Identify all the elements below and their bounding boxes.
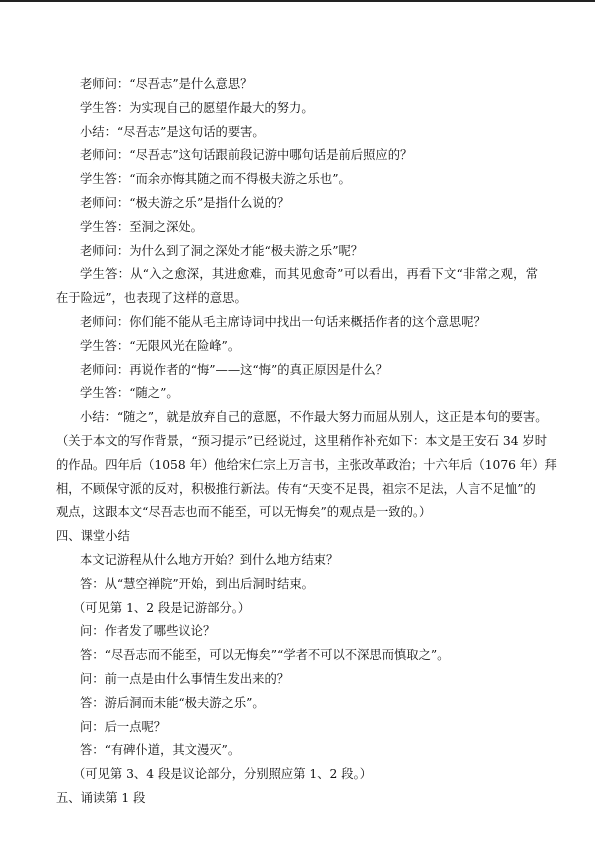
section-heading: 五、诵读第 1 段	[56, 790, 146, 805]
qa-line: 答：“有碑仆道，其文漫灭”。	[80, 743, 241, 758]
qa-line: 问：前一点是由什么事情生发出来的？	[80, 671, 290, 686]
qa-line: 本文记游程从什么地方开始？到什么地方结束？	[80, 552, 339, 567]
background-note-line: （关于本文的写作背景，“预习提示”已经说过，这里稍作补充如下：本文是王安石 34 岁时	[56, 433, 548, 448]
dialogue-line: 学生答：至洞之深处。	[80, 219, 203, 234]
dialogue-line: 老师问：为什么到了洞之深处才能“极夫游之乐”呢？	[80, 243, 364, 258]
qa-line: 答：从“慧空禅院”开始，到出后洞时结束。	[80, 576, 314, 591]
dialogue-line-continued: 在于险远”，也表现了这样的意思。	[56, 291, 247, 306]
qa-line: 问：后一点呢？	[80, 719, 167, 734]
summary-line: 小结：“随之”，就是放弃自己的意愿，不作最大努力而屈从别人，这正是本句的要害。	[80, 410, 548, 425]
note-line: （可见第 3、4 段是议论部分，分别照应第 1、2 段。）	[73, 767, 373, 782]
dialogue-line: 学生答：“随之”。	[80, 386, 179, 401]
dialogue-line: 学生答：“无限风光在险峰”。	[80, 338, 241, 353]
qa-line: 问：作者发了哪些议论？	[80, 624, 216, 639]
section-heading: 四、课堂小结	[56, 529, 130, 544]
dialogue-line: 老师问：你们能不能从毛主席诗词中找出一句话来概括作者的这个意思呢？	[80, 314, 486, 329]
note-line: （可见第 1、2 段是记游部分。）	[73, 600, 251, 615]
dialogue-line: 老师问：“尽吾志”这句话跟前段记游中哪句话是前后照应的？	[80, 148, 413, 163]
background-note-line: 的作品。四年后（1058 年）他给宋仁宗上万言书，主张改革政治；十六年后（1076 年）拜	[56, 457, 557, 472]
background-note-line: 观点，这跟本文“尽吾志也而不能至，可以无悔矣”的观点是一致的。）	[56, 505, 432, 520]
top-border-line	[0, 0, 595, 2]
dialogue-line: 学生答：“而余亦悔其随之而不得极夫游之乐也”。	[80, 172, 351, 187]
dialogue-line: 老师问：再说作者的“悔”——这“悔”的真正原因是什么？	[80, 362, 388, 377]
summary-line: 小结：“尽吾志”是这句话的要害。	[80, 124, 265, 139]
qa-line: 答：“尽吾志而不能至，可以无悔矣”“学者不可以不深思而慎取之”。	[80, 648, 450, 663]
background-note-line: 相，不顾保守派的反对，积极推行新法。传有“天变不足畏，祖宗不足法，人言不足恤”的	[56, 481, 536, 496]
dialogue-line: 老师问：“尽吾志”是什么意思？	[80, 77, 253, 91]
document-body	[56, 73, 557, 811]
dialogue-line: 学生答：为实现自己的愿望作最大的努力。	[80, 100, 314, 115]
dialogue-line: 老师问：“极夫游之乐”是指什么说的？	[80, 195, 290, 210]
qa-line: 答：游后洞而未能“极夫游之乐”。	[80, 695, 265, 710]
dialogue-line: 学生答：从“入之愈深，其进愈难，而其见愈奇”可以看出，再看下文“非常之观，常	[80, 267, 538, 282]
